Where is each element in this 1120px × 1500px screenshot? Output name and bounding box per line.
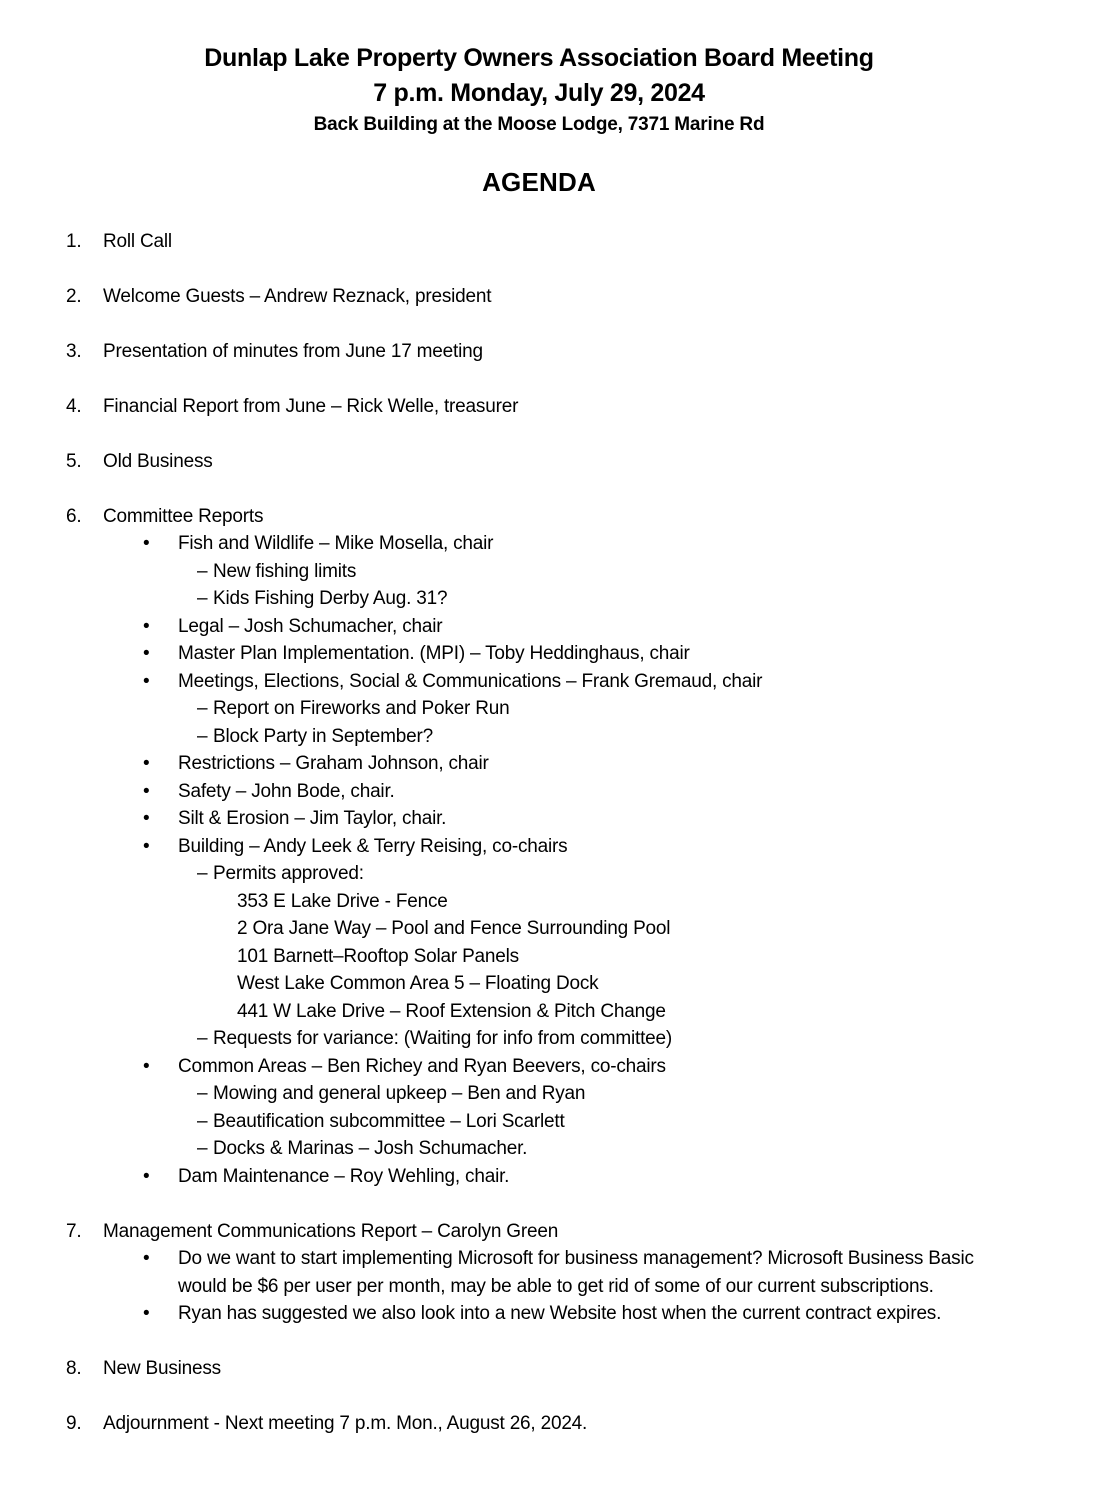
sub-item <box>66 778 1045 806</box>
agenda-item-4 <box>66 393 1045 421</box>
bullet-marker-icon: • <box>143 615 150 637</box>
dash-marker-icon: – <box>197 725 208 747</box>
item-number: 9. <box>66 1413 82 1434</box>
item-number: 1. <box>66 230 82 252</box>
bullet-marker-icon: • <box>143 1055 150 1077</box>
agenda-item-3 <box>66 338 1045 366</box>
sub-item <box>66 1025 1045 1053</box>
item-number: 5. <box>66 450 82 472</box>
sub-item-text: Master Plan Implementation. (MPI) – Toby Heddinghaus, chair <box>178 643 690 664</box>
sub-item <box>66 833 1045 861</box>
sub-item <box>66 668 1045 696</box>
sub-item-text: Beautification subcommittee – Lori Scarlett <box>213 1110 565 1132</box>
sub-item-text: Report on Fireworks and Poker Run <box>213 698 510 719</box>
sub-item-text: 353 E Lake Drive - Fence <box>237 890 448 912</box>
sub-item <box>66 1053 1045 1081</box>
dash-marker-icon: – <box>197 588 208 609</box>
sub-item <box>66 530 1045 558</box>
sub-item-text: Kids Fishing Derby Aug. 31? <box>213 588 448 609</box>
document-header <box>66 41 1012 139</box>
sub-item <box>66 915 1045 943</box>
dash-marker-icon: – <box>197 560 208 582</box>
sub-item-text: New fishing limits <box>213 560 357 582</box>
sub-item <box>66 860 1045 888</box>
agenda-item-6 <box>66 503 1045 531</box>
sub-item <box>66 970 1045 998</box>
sub-item-text: Requests for variance: (Waiting for info from committee) <box>213 1028 673 1049</box>
dash-marker-icon: – <box>197 1028 208 1049</box>
bullet-marker-icon: • <box>143 753 150 774</box>
item-number: 7. <box>66 1220 82 1242</box>
bullet-marker-icon: • <box>143 1248 150 1269</box>
bullet-marker-icon: • <box>143 643 150 664</box>
sub-item <box>66 1080 1045 1108</box>
bullet-marker-icon: • <box>143 670 150 692</box>
dash-marker-icon: – <box>197 1138 208 1159</box>
sub-item-text: 441 W Lake Drive – Roof Extension & Pitch Change <box>237 1000 666 1022</box>
dash-marker-icon: – <box>197 1083 208 1104</box>
sub-item-text: Docks & Marinas – Josh Schumacher. <box>213 1138 528 1159</box>
sub-item-text: Dam Maintenance – Roy Wehling, chair. <box>178 1165 510 1187</box>
sub-item-text: Safety – John Bode, chair. <box>178 780 395 802</box>
meeting-datetime: 7 p.m. Monday, July 29, 2024 <box>373 79 705 107</box>
sub-item-text: Permits approved: <box>213 863 364 884</box>
meeting-location: Back Building at the Moose Lodge, 7371 Marine Rd <box>313 114 765 135</box>
sub-item <box>66 750 1045 778</box>
sub-item-text: Building – Andy Leek & Terry Reising, co-chairs <box>178 835 568 857</box>
sub-item-text: Mowing and general upkeep – Ben and Ryan <box>213 1083 586 1104</box>
item-text: Presentation of minutes from June 17 meeting <box>103 340 483 362</box>
sub-item <box>66 805 1045 833</box>
item-number: 3. <box>66 340 82 362</box>
item-text: Management Communications Report – Carolyn Green <box>103 1220 559 1242</box>
item-text: Old Business <box>103 450 213 472</box>
sub-item <box>66 1163 1045 1191</box>
bullet-marker-icon: • <box>143 835 150 857</box>
dash-marker-icon: – <box>197 1110 208 1132</box>
sub-item-text: Legal – Josh Schumacher, chair <box>178 615 443 637</box>
sub-item-text: 101 Barnett–Rooftop Solar Panels <box>237 945 519 967</box>
sub-item-text: Meetings, Elections, Social & Communications – Frank Gremaud, chair <box>178 670 763 692</box>
item-number: 8. <box>66 1358 82 1379</box>
sub-item <box>66 1245 1045 1300</box>
sub-item <box>66 1300 1045 1328</box>
bullet-marker-icon: • <box>143 808 150 829</box>
agenda-item-5 <box>66 448 1045 476</box>
agenda-item-1 <box>66 228 1045 256</box>
sub-item-text: Do we want to start implementing Microsoft for business management? Microsoft Business Basic would be $6 per user per month, may be able to get rid of some of our current subscriptions. <box>178 1248 974 1297</box>
sub-item-text: Restrictions – Graham Johnson, chair <box>178 753 489 774</box>
item-text: Welcome Guests – Andrew Reznack, president <box>103 285 492 307</box>
sub-item-text: Fish and Wildlife – Mike Mosella, chair <box>178 533 494 554</box>
bullet-marker-icon: • <box>143 533 150 554</box>
agenda-item-9 <box>66 1410 1045 1438</box>
item-number: 4. <box>66 395 82 417</box>
sub-item <box>66 1135 1045 1163</box>
sub-item <box>66 613 1045 641</box>
item-text: Adjournment - Next meeting 7 p.m. Mon., August 26, 2024. <box>103 1413 588 1434</box>
sub-item <box>66 1108 1045 1136</box>
agenda-list <box>66 228 1045 1438</box>
meeting-title: Dunlap Lake Property Owners Association Board Meeting <box>204 44 874 72</box>
item-text: Committee Reports <box>103 505 264 527</box>
sub-item <box>66 888 1045 916</box>
sub-item-text: Common Areas – Ben Richey and Ryan Beevers, co-chairs <box>178 1055 666 1077</box>
item-text: New Business <box>103 1358 221 1379</box>
item-text: Financial Report from June – Rick Welle, treasurer <box>103 395 519 417</box>
dash-marker-icon: – <box>197 698 208 719</box>
item-number: 6. <box>66 505 82 527</box>
dash-marker-icon: – <box>197 863 208 884</box>
agenda-heading: AGENDA <box>482 167 596 197</box>
sub-item <box>66 943 1045 971</box>
bullet-marker-icon: • <box>143 1165 150 1187</box>
agenda-item-8 <box>66 1355 1045 1383</box>
sub-item-text: 2 Ora Jane Way – Pool and Fence Surrounding Pool <box>237 918 671 939</box>
sub-item <box>66 640 1045 668</box>
bullet-marker-icon: • <box>143 780 150 802</box>
sub-item <box>66 695 1045 723</box>
sub-item <box>66 585 1045 613</box>
sub-item-text: Block Party in September? <box>213 725 433 747</box>
item-number: 2. <box>66 285 82 307</box>
item-text: Roll Call <box>103 230 172 252</box>
sub-item-text: West Lake Common Area 5 – Floating Dock <box>237 973 599 994</box>
agenda-item-7 <box>66 1218 1045 1246</box>
sub-item <box>66 723 1045 751</box>
sub-item <box>66 558 1045 586</box>
sub-item-text: Ryan has suggested we also look into a new Website host when the current contract expires. <box>178 1303 942 1324</box>
agenda-item-2 <box>66 283 1045 311</box>
bullet-marker-icon: • <box>143 1303 150 1324</box>
sub-item-text: Silt & Erosion – Jim Taylor, chair. <box>178 808 447 829</box>
sub-item <box>66 998 1045 1026</box>
